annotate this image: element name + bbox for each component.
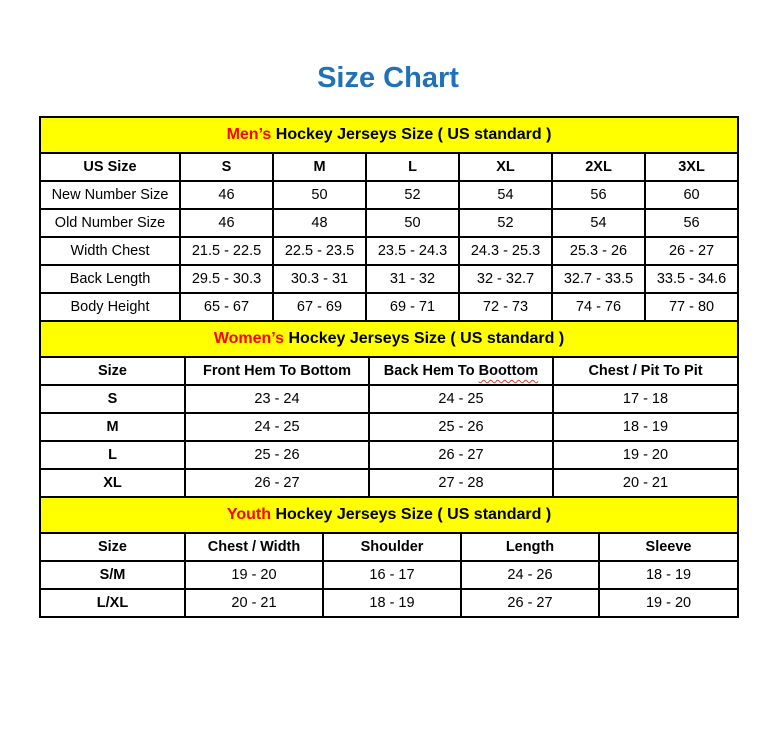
row-label-cell: L <box>40 441 185 469</box>
column-header-cell <box>369 357 553 385</box>
value-cell: 32.7 - 33.5 <box>552 265 645 293</box>
value-cell: 52 <box>459 209 552 237</box>
value-cell: 72 - 73 <box>459 293 552 321</box>
value-cell: 74 - 76 <box>552 293 645 321</box>
column-header-cell: S <box>180 153 273 181</box>
row-label-cell: S <box>40 385 185 413</box>
value-cell: 25 - 26 <box>369 413 553 441</box>
youth-caption-text: Hockey Jerseys Size ( US standard ) <box>275 506 552 523</box>
row-label-cell: Width Chest <box>40 237 180 265</box>
value-cell: 23.5 - 24.3 <box>366 237 459 265</box>
youth-caption-row <box>40 497 738 533</box>
value-cell: 65 - 67 <box>180 293 273 321</box>
table-row <box>40 209 738 237</box>
value-cell: 48 <box>273 209 366 237</box>
table-row <box>40 469 738 497</box>
row-label-cell: L/XL <box>40 589 185 617</box>
row-label-cell: Back Length <box>40 265 180 293</box>
value-cell: 26 - 27 <box>185 469 369 497</box>
value-cell: 18 - 19 <box>599 561 738 589</box>
value-cell: 26 - 27 <box>461 589 599 617</box>
misspelled-word: Boottom <box>478 363 539 379</box>
value-cell: 24.3 - 25.3 <box>459 237 552 265</box>
value-cell: 77 - 80 <box>645 293 738 321</box>
column-header-cell: Chest / Width <box>185 533 323 561</box>
value-cell: 50 <box>366 209 459 237</box>
mens-table-caption <box>40 117 738 153</box>
column-header-cell: Size <box>40 533 185 561</box>
value-cell: 29.5 - 30.3 <box>180 265 273 293</box>
value-cell: 18 - 19 <box>323 589 461 617</box>
womens-table-caption <box>40 321 738 357</box>
column-header-cell: Sleeve <box>599 533 738 561</box>
table-row <box>40 181 738 209</box>
size-chart <box>39 116 737 618</box>
value-cell: 22.5 - 23.5 <box>273 237 366 265</box>
column-header-cell: XL <box>459 153 552 181</box>
value-cell: 23 - 24 <box>185 385 369 413</box>
value-cell: 27 - 28 <box>369 469 553 497</box>
value-cell: 46 <box>180 209 273 237</box>
value-cell: 26 - 27 <box>369 441 553 469</box>
value-cell: 52 <box>366 181 459 209</box>
row-label-cell: Old Number Size <box>40 209 180 237</box>
value-cell: 20 - 21 <box>553 469 738 497</box>
mens-caption-text: Hockey Jerseys Size ( US standard ) <box>275 126 552 143</box>
table-row <box>40 293 738 321</box>
table-row <box>40 589 738 617</box>
column-header-cell: Shoulder <box>323 533 461 561</box>
value-cell: 50 <box>273 181 366 209</box>
row-label-cell: New Number Size <box>40 181 180 209</box>
value-cell: 26 - 27 <box>645 237 738 265</box>
value-cell: 16 - 17 <box>323 561 461 589</box>
value-cell: 33.5 - 34.6 <box>645 265 738 293</box>
column-header-cell: Chest / Pit To Pit <box>553 357 738 385</box>
womens-caption-highlight: Women’s <box>213 330 285 347</box>
value-cell: 67 - 69 <box>273 293 366 321</box>
mens-caption-highlight: Men’s <box>226 126 272 143</box>
youth-header-row <box>40 533 738 561</box>
value-cell: 56 <box>552 181 645 209</box>
value-cell: 17 - 18 <box>553 385 738 413</box>
table-row <box>40 441 738 469</box>
value-cell: 25.3 - 26 <box>552 237 645 265</box>
value-cell: 24 - 25 <box>185 413 369 441</box>
table-row <box>40 561 738 589</box>
row-label-cell: S/M <box>40 561 185 589</box>
womens-header-row <box>40 357 738 385</box>
mens-header-row <box>40 153 738 181</box>
table-row <box>40 265 738 293</box>
row-label-cell: XL <box>40 469 185 497</box>
youth-caption-highlight: Youth <box>226 506 272 523</box>
mens-caption-row <box>40 117 738 153</box>
value-cell: 46 <box>180 181 273 209</box>
value-cell: 20 - 21 <box>185 589 323 617</box>
table-row <box>40 385 738 413</box>
value-cell: 54 <box>459 181 552 209</box>
table-row <box>40 237 738 265</box>
womens-caption-row <box>40 321 738 357</box>
column-header-cell: Length <box>461 533 599 561</box>
youth-table-caption <box>40 497 738 533</box>
value-cell: 24 - 25 <box>369 385 553 413</box>
value-cell: 54 <box>552 209 645 237</box>
value-cell: 19 - 20 <box>553 441 738 469</box>
value-cell: 31 - 32 <box>366 265 459 293</box>
value-cell: 32 - 32.7 <box>459 265 552 293</box>
value-cell: 69 - 71 <box>366 293 459 321</box>
value-cell: 18 - 19 <box>553 413 738 441</box>
value-cell: 56 <box>645 209 738 237</box>
column-header-cell: US Size <box>40 153 180 181</box>
value-cell: 25 - 26 <box>185 441 369 469</box>
mens-size-table <box>39 116 739 322</box>
table-row <box>40 413 738 441</box>
value-cell: 30.3 - 31 <box>273 265 366 293</box>
womens-caption-text: Hockey Jerseys Size ( US standard ) <box>288 330 565 347</box>
column-header-text: Back Hem To <box>383 363 479 379</box>
value-cell: 21.5 - 22.5 <box>180 237 273 265</box>
youth-size-table <box>39 496 739 618</box>
value-cell: 19 - 20 <box>185 561 323 589</box>
page-title: Size Chart <box>317 62 459 94</box>
value-cell: 24 - 26 <box>461 561 599 589</box>
value-cell: 19 - 20 <box>599 589 738 617</box>
column-header-cell: L <box>366 153 459 181</box>
row-label-cell: Body Height <box>40 293 180 321</box>
row-label-cell: M <box>40 413 185 441</box>
column-header-cell: Front Hem To Bottom <box>185 357 369 385</box>
value-cell: 60 <box>645 181 738 209</box>
column-header-cell: M <box>273 153 366 181</box>
column-header-cell: 2XL <box>552 153 645 181</box>
column-header-cell: 3XL <box>645 153 738 181</box>
column-header-cell: Size <box>40 357 185 385</box>
womens-size-table <box>39 320 739 498</box>
